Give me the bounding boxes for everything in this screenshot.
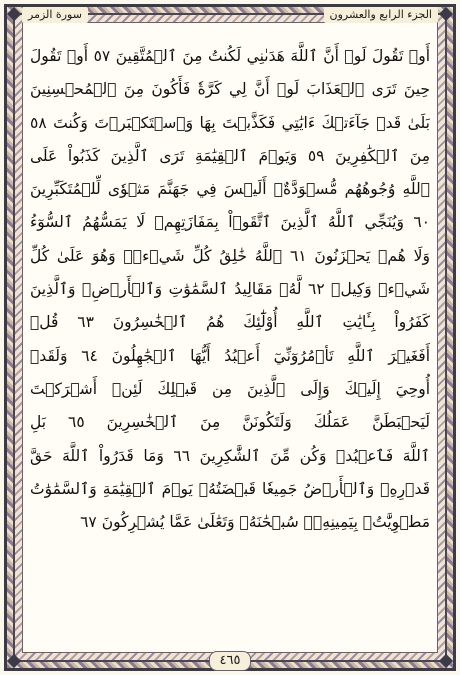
- verse-line-2: حِينَ تَرَى ٱلۡعَذَابَ لَوۡ أَنَّ لِي كَرَّةٗ فَأَكُونَ مِنَ ٱلۡمُحۡسِنِينَ: [30, 80, 430, 99]
- verse-line-12: لَيَحۡبَطَنَّ عَمَلُكَ وَلَتَكُونَنَّ مِنَ ٱلۡخَٰسِرِينَ ٦٥ بَلِ: [30, 413, 430, 432]
- surah-label: سورة الزمر: [22, 7, 88, 23]
- verse-line-5: ٱللَّهِ وُجُوهُهُم مُّسۡوَدَّةٌۚ أَلَيۡسَ فِي جَهَنَّمَ مَثۡوٗى لِّلۡمُتَكَبِّرِينَ: [30, 180, 430, 199]
- verse-line-1: أَوۡ تَقُولَ لَوۡ أَنَّ ٱللَّهَ هَدَىٰنِي لَكُنتُ مِنَ ٱلۡمُتَّقِينَ ٥٧ أَوۡ تَقُولَ: [30, 47, 430, 65]
- page-header: [22, 4, 438, 26]
- verse-line-3: بَلَىٰ قَدۡ جَآءَتۡكَ ءَايَٰتِي فَكَذَّبۡتَ بِهَا وَٱسۡتَكۡبَرۡتَ وَكُنتَ ٥٨: [30, 113, 430, 132]
- verse-line-15: مَطۡوِيَّٰتُۢ بِيَمِينِهِۦۚ سُبۡحَٰنَهُۥ وَتَعَٰلَىٰ عَمَّا يُشۡرِكُونَ ٦٧: [80, 513, 430, 532]
- page-footer: [0, 650, 460, 672]
- verse-line-8: شَيۡءٖ وَكِيلٞ ٦٢ لَّهُۥ مَقَالِيدُ ٱلسَّمَٰوَٰتِ وَٱلۡأَرۡضِۗ وَٱلَّذِينَ: [30, 280, 430, 299]
- verse-line-4: مِنَ ٱلۡكَٰفِرِينَ ٥٩ وَيَوۡمَ ٱلۡقِيَٰمَةِ تَرَى ٱلَّذِينَ كَذَبُواْ عَلَى: [30, 146, 430, 165]
- verse-line-6: ٦٠ وَيُنَجِّي ٱللَّهُ ٱلَّذِينَ ٱتَّقَوۡاْ بِمَفَازَتِهِمۡ لَا يَمَسُّهُمُ ٱلسُّوٓءُ: [30, 213, 430, 232]
- verse-line-9: كَفَرُواْ بِـَٔايَٰتِ ٱللَّهِ أُوْلَٰٓئِكَ هُمُ ٱلۡخَٰسِرُونَ ٦٣ قُلۡ: [30, 313, 430, 332]
- verse-line-13: ٱللَّهَ فَٱعۡبُدۡ وَكُن مِّنَ ٱلشَّٰكِرِينَ ٦٦ وَمَا قَدَرُواْ ٱللَّهَ حَقَّ: [30, 446, 430, 465]
- juz-label: الجزء الرابع والعشرون: [324, 7, 439, 23]
- verse-line-14: قَدۡرِهِۦ وَٱلۡأَرۡضُ جَمِيعٗا قَبۡضَتُهُۥ يَوۡمَ ٱلۡقِيَٰمَةِ وَٱلسَّمَٰوَٰتُ: [30, 479, 430, 498]
- verse-lines: [30, 40, 430, 539]
- verse-line-7: وَلَا هُمۡ يَحۡزَنُونَ ٦١ ٱللَّهُ خَٰلِقُ كُلِّ شَيۡءٖۖ وَهُوَ عَلَىٰ كُلِّ: [30, 246, 430, 265]
- page-number: ٤٦٥: [209, 651, 252, 671]
- verse-line-11: أُوحِيَ إِلَيۡكَ وَإِلَى ٱلَّذِينَ مِن قَبۡلِكَ لَئِنۡ أَشۡرَكۡتَ: [30, 379, 430, 398]
- verse-line-10: أَفَغَيۡرَ ٱللَّهِ تَأۡمُرُوٓنِّيٓ أَعۡبُدُ أَيُّهَا ٱلۡجَٰهِلُونَ ٦٤ وَلَقَدۡ: [30, 346, 430, 365]
